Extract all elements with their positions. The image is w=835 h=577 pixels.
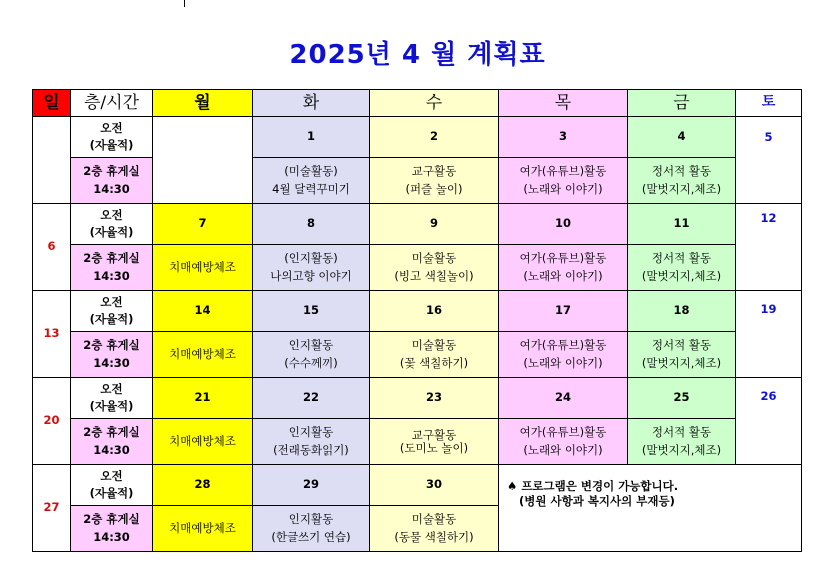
header-friday: 금 xyxy=(628,90,736,117)
slot-morning-sub: (자율적) xyxy=(89,486,134,501)
activity-line: (말벗지지,체조) xyxy=(641,442,722,457)
activity-line: 치매예방체조 xyxy=(169,433,236,448)
week-3-am-row xyxy=(33,291,802,332)
activity-line: (말벗지지,체조) xyxy=(641,268,722,283)
thursday-date: 3 xyxy=(499,117,628,158)
slot-morning-label: 오전 xyxy=(100,381,123,396)
wednesday-activity xyxy=(370,245,499,291)
sunday-date: 20 xyxy=(33,378,71,465)
activity-line: 인지활동 xyxy=(288,425,334,440)
thursday-date: 10 xyxy=(499,204,628,245)
activity-line: 미술활동 xyxy=(411,338,457,353)
sunday-date: 27 xyxy=(33,465,71,552)
saturday-date: 19 xyxy=(736,291,802,378)
slot-morning-label: 오전 xyxy=(100,120,123,135)
tuesday-date: 22 xyxy=(253,378,370,419)
slot-morning xyxy=(71,291,153,332)
tuesday-activity xyxy=(253,158,370,204)
friday-activity xyxy=(628,332,736,378)
header-thursday: 목 xyxy=(499,90,628,117)
tuesday-activity xyxy=(253,419,370,465)
friday-activity xyxy=(628,245,736,291)
header-floor-time: 층/시간 xyxy=(71,90,153,117)
header-wednesday: 수 xyxy=(370,90,499,117)
slot-morning xyxy=(71,465,153,506)
slot-afternoon-label: 2층 휴게실 xyxy=(83,338,140,353)
wednesday-date: 23 xyxy=(370,378,499,419)
week-1-pm-row xyxy=(33,158,802,204)
activity-line: 여가(유튜브)활동 xyxy=(519,425,607,440)
header-row xyxy=(33,90,802,117)
activity-line: (인지활동) xyxy=(284,251,338,266)
header-tuesday: 화 xyxy=(253,90,370,117)
slot-afternoon-label: 2층 휴게실 xyxy=(83,425,140,440)
week-3-pm-row xyxy=(33,332,802,378)
week-5-am-row xyxy=(33,465,802,506)
activity-line: 여가(유튜브)활동 xyxy=(519,164,607,179)
wednesday-activity xyxy=(370,419,499,465)
slot-afternoon xyxy=(71,245,153,291)
tuesday-date: 15 xyxy=(253,291,370,332)
activity-line: (동물 색칠하기) xyxy=(394,529,474,544)
activity-line: (수수께끼) xyxy=(284,355,338,370)
slot-afternoon xyxy=(71,332,153,378)
slot-morning-sub: (자율적) xyxy=(89,312,134,327)
wednesday-date: 9 xyxy=(370,204,499,245)
notice-line-2: (병원 사항과 복지사의 부재등) xyxy=(519,494,675,509)
slot-afternoon-time: 14:30 xyxy=(93,355,130,370)
week-4-am-row xyxy=(33,378,802,419)
slot-afternoon-time: 14:30 xyxy=(93,529,130,544)
activity-line: (도미노 놀이) xyxy=(399,440,469,455)
slot-morning xyxy=(71,204,153,245)
activity-line: 인지활동 xyxy=(288,338,334,353)
wednesday-activity xyxy=(370,332,499,378)
friday-date: 18 xyxy=(628,291,736,332)
friday-date: 25 xyxy=(628,378,736,419)
saturday-date: 5 xyxy=(736,117,802,204)
wednesday-activity xyxy=(370,158,499,204)
activity-line: 나의고향 이야기 xyxy=(270,268,352,283)
activity-line: (말벗지지,체조) xyxy=(641,355,722,370)
monday-activity xyxy=(153,245,253,291)
tuesday-date: 29 xyxy=(253,465,370,506)
sunday-date: 13 xyxy=(33,291,71,378)
activity-line: 여가(유튜브)활동 xyxy=(519,251,607,266)
schedule-notice xyxy=(499,465,802,552)
week-2-pm-row xyxy=(33,245,802,291)
activity-line: (미술활동) xyxy=(284,164,338,179)
activity-line: (퍼즐 놀이) xyxy=(405,181,463,196)
activity-line: (빙고 색칠놀이) xyxy=(394,268,474,283)
slot-morning-sub: (자율적) xyxy=(89,399,134,414)
slot-morning-sub: (자율적) xyxy=(89,138,134,153)
activity-line: (노래와 이야기) xyxy=(523,355,603,370)
slot-morning-label: 오전 xyxy=(100,468,123,483)
friday-activity xyxy=(628,419,736,465)
activity-line: (노래와 이야기) xyxy=(523,181,603,196)
wednesday-date: 16 xyxy=(370,291,499,332)
page-title: 2025년 4 월 계획표 xyxy=(289,40,546,70)
thursday-date: 24 xyxy=(499,378,628,419)
activity-line: 치매예방체조 xyxy=(169,520,236,535)
monday-date: 21 xyxy=(153,378,253,419)
week-2-am-row xyxy=(33,204,802,245)
monday-date: 14 xyxy=(153,291,253,332)
activity-line: 정서적 활동 xyxy=(651,164,712,179)
slot-afternoon-label: 2층 휴게실 xyxy=(83,164,140,179)
activity-line: 치매예방체조 xyxy=(169,259,236,274)
slot-morning-label: 오전 xyxy=(100,294,123,309)
slot-afternoon xyxy=(71,419,153,465)
monday-empty-cell xyxy=(153,117,253,204)
thursday-activity xyxy=(499,419,628,465)
activity-line: 교구활동 xyxy=(411,428,457,443)
monday-date: 7 xyxy=(153,204,253,245)
slot-afternoon-time: 14:30 xyxy=(93,442,130,457)
thursday-activity xyxy=(499,332,628,378)
monday-activity xyxy=(153,419,253,465)
slot-afternoon-label: 2층 휴게실 xyxy=(83,251,140,266)
slot-morning xyxy=(71,117,153,158)
week-4-pm-row xyxy=(33,419,802,465)
monday-activity xyxy=(153,506,253,552)
thursday-activity xyxy=(499,245,628,291)
slot-afternoon-time: 14:30 xyxy=(93,181,130,196)
activity-line: 교구활동 xyxy=(411,164,457,179)
activity-line: 4월 달력꾸미기 xyxy=(272,181,350,196)
slot-afternoon-time: 14:30 xyxy=(93,268,130,283)
header-sunday: 일 xyxy=(33,90,71,117)
wednesday-date: 2 xyxy=(370,117,499,158)
activity-line: 여가(유튜브)활동 xyxy=(519,338,607,353)
monday-date: 28 xyxy=(153,465,253,506)
tuesday-date: 8 xyxy=(253,204,370,245)
notice-line-1: ♠ 프로그램은 변경이 가능합니다. xyxy=(507,479,679,494)
slot-morning xyxy=(71,378,153,419)
monthly-schedule-table xyxy=(32,89,802,552)
friday-date: 4 xyxy=(628,117,736,158)
friday-activity xyxy=(628,158,736,204)
top-tick-mark xyxy=(184,0,185,7)
activity-line: (전래동화읽기) xyxy=(273,442,349,457)
activity-line: (노래와 이야기) xyxy=(523,442,603,457)
header-saturday: 토 xyxy=(736,90,802,117)
tuesday-date: 1 xyxy=(253,117,370,158)
thursday-date: 17 xyxy=(499,291,628,332)
activity-line: (한글쓰기 연습) xyxy=(271,529,351,544)
tuesday-activity xyxy=(253,332,370,378)
thursday-activity xyxy=(499,158,628,204)
slot-morning-sub: (자율적) xyxy=(89,225,134,240)
tuesday-activity xyxy=(253,245,370,291)
sunday-date xyxy=(33,117,71,204)
activity-line: 인지활동 xyxy=(288,512,334,527)
activity-line: 미술활동 xyxy=(411,251,457,266)
activity-line: 정서적 활동 xyxy=(651,251,712,266)
activity-line: (노래와 이야기) xyxy=(523,268,603,283)
wednesday-activity xyxy=(370,506,499,552)
activity-line: (꽃 색칠하기) xyxy=(399,355,469,370)
saturday-date: 26 xyxy=(736,378,802,465)
activity-line: 치매예방체조 xyxy=(169,346,236,361)
week-1-am-row xyxy=(33,117,802,158)
activity-line: 정서적 활동 xyxy=(651,425,712,440)
slot-afternoon xyxy=(71,158,153,204)
slot-afternoon xyxy=(71,506,153,552)
sunday-date: 6 xyxy=(33,204,71,291)
header-monday: 월 xyxy=(153,90,253,117)
friday-date: 11 xyxy=(628,204,736,245)
activity-line: 정서적 활동 xyxy=(651,338,712,353)
monday-activity xyxy=(153,332,253,378)
slot-morning-label: 오전 xyxy=(100,207,123,222)
activity-line: 미술활동 xyxy=(411,512,457,527)
activity-line: (말벗지지,체조) xyxy=(641,181,722,196)
slot-afternoon-label: 2층 휴게실 xyxy=(83,512,140,527)
tuesday-activity xyxy=(253,506,370,552)
saturday-date: 12 xyxy=(736,204,802,291)
wednesday-date: 30 xyxy=(370,465,499,506)
